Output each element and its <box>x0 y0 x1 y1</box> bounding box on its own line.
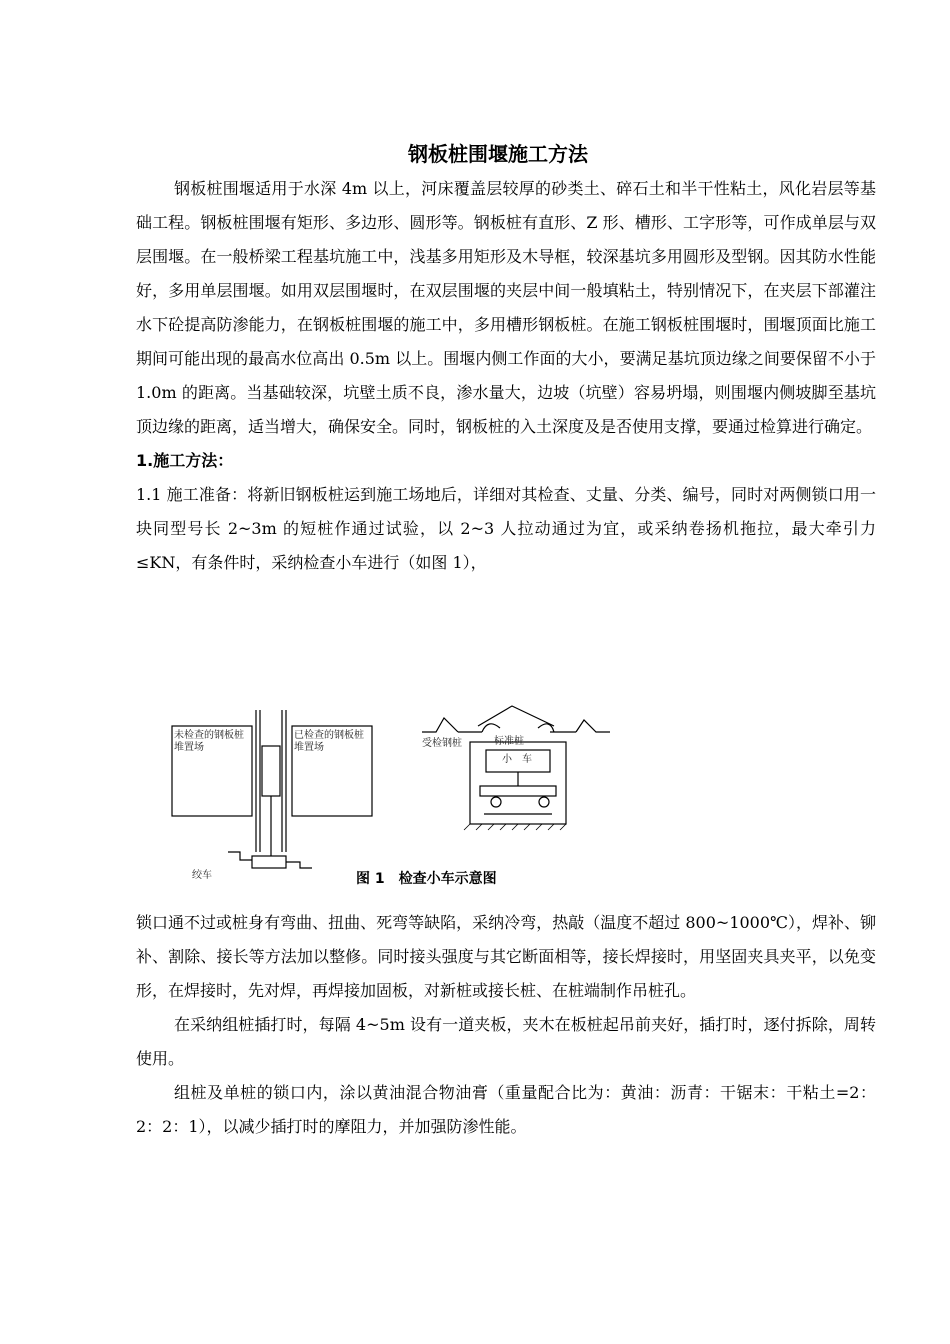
figure-caption: 图 1 检查小车示意图 <box>356 871 497 887</box>
checked-yard-label: 已检查的钢板桩堆置场 <box>294 730 364 753</box>
winch-label: 绞车 <box>192 870 212 881</box>
clamp-paragraph: 在采纳组桩插打时，每隔 4~5m 设有一道夹板，夹木在板桩起吊前夹好，插打时，逐付拆除，周转使用。 <box>136 1015 876 1068</box>
standard-pile-label: 标准桩 <box>494 736 524 747</box>
unchecked-yard-label: 未检查的钢板桩堆置场 <box>174 730 244 753</box>
intro-paragraph: 钢板桩围堰适用于水深 4m 以上，河床覆盖层较厚的砂类土、碎石土和半干性粘土，风化岩层等基础工程。钢板桩围堰有矩形、多边形、圆形等。钢板桩有直形、Z 形、槽形、工字形等，可作成单层与双层围堰。在一般桥梁工程基坑施工中，浅基多用矩形及木导框，较深基坑多用圆形及型钢。因其防水性能好，多用单层围堰。如用双层围堰时，在双层围堰的夹层中间一般填粘土，特别情况下，在夹层下部灌注水下砼提高防渗能力，在钢板桩围堰的施工中，多用槽形钢板桩。在施工钢板桩围堰时，围堰顶面比施工期间可能出现的最高水位高出 0.5m 以上。围堰内侧工作面的大小，要满足基坑顶边缘之间要保留不小于 1.0m 的距离。当基础较深，坑壁土质不良，渗水量大，边坡（坑壁）容易坍塌，则围堰内侧坡脚至基坑顶边缘的距离，适当增大，确保安全。同时，钢板桩的入土深度及是否使用支撑，要通过检算进行确定。 <box>136 179 876 436</box>
text-block-upper <box>136 172 876 580</box>
preparation-paragraph: 1.1 施工准备：将新旧钢板桩运到施工场地后，详细对其检查、丈量、分类、编号，同时对两侧锁口用一块同型号长 2~3m 的短桩作通过试验，以 2~3 人拉动通过为宜，或采纳卷扬机拖拉，最大牵引力≤KN，有条件时，采纳检查小车进行（如图 1）， <box>136 485 876 572</box>
tested-pile-label: 受检钢桩 <box>422 738 462 749</box>
repair-paragraph: 锁口通不过或桩身有弯曲、扭曲、死弯等缺陷，采纳冷弯，热敲（温度不超过 800~1000℃），焊补、铆补、割除、接长等方法加以整修。同时接头强度与其它断面相等，接长焊接时，用坚固夹具夹平，以免变形，在焊接时，先对焊，再焊接加固板，对新桩或接长桩、在桩端制作吊桩孔。 <box>136 913 876 1000</box>
grease-paragraph: 组桩及单桩的锁口内，涂以黄油混合物油膏（重量配合比为：黄油：沥青：干锯末：干粘土=2：2：2：1），以减少插打时的摩阻力，并加强防渗性能。 <box>136 1083 876 1136</box>
cart-label: 小 车 <box>502 754 532 765</box>
winch-box <box>252 856 286 868</box>
document-title: 钢板桩围堰施工方法 <box>408 142 588 166</box>
section-heading: 1.施工方法： <box>136 451 234 470</box>
text-block-lower <box>136 906 876 1144</box>
figure-inspection-cart <box>140 702 700 898</box>
